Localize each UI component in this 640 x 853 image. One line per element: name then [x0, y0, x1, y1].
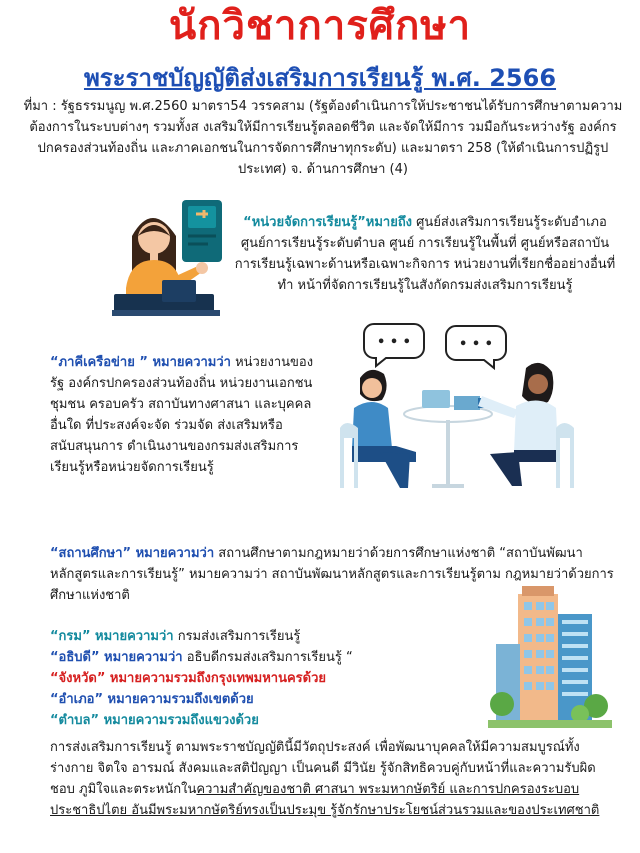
network-definition [50, 352, 326, 478]
network-term: “ภาคีเครือข่าย ” หมายความว่า [50, 355, 231, 370]
definition-text: กรมส่งเสริมการเรียนรู้ [173, 629, 301, 644]
definition-department [50, 626, 470, 647]
definition-term: “อธิบดี” หมายความว่า [50, 650, 183, 665]
definition-text: อธิบดีกรมส่งเสริมการเรียนรู้ “ [182, 650, 353, 665]
objective-underlined-text: ความสำคัญของชาติ ศาสนา พระมหากษัตริย์ และการปกครองระบอบประชาธิปไตย อันมีพระมหากษัตริย์ทรงเป็นประมุข รู้จักรักษาประโยชน์ส่วนรวมและของประเทศชาติ [50, 782, 600, 818]
definitions-list [50, 626, 470, 731]
definition-district [50, 689, 470, 710]
objective-text: การส่งเสริมการเรียนรู้ ตามพระราชบัญญัตินี้มีวัตถุประสงค์ เพื่อพัฒนาบุคคลให้มีความสมบูรณ์ทั้งร่างกาย จิตใจ อารมณ์ สังคมและสติปัญญา เป็นคนดี มีวินัย รู้จักสิทธิควบคู่กับหน้าที่และความรับผิดชอบ ภูมิใจและตระหนักใน [50, 740, 596, 797]
source-paragraph: ที่มา : รัฐธรรมนูญ พ.ศ.2560 มาตรา54 วรรคสาม (รัฐต้องดำเนินการให้ประชาชนได้รับการศึกษาตามความต้องการในระบบต่างๆ รวมทั้งส งเสริมให้มีการเรียนรู้ตลอดชีวิต และจัดให้มีการ วมมือกันระหว่างรัฐ องค์กรปกครองส่วนท้องถิ่น และภาคเอกชนในการจัดการศึกษาทุกระดับ) และมาตรา 258 (ให้ดำเนินการปฏิรูปประเทศ) จ. ด้านการศึกษา (4) [23, 99, 623, 177]
unit-definition [232, 212, 618, 296]
speech-dots-left: • • • [377, 335, 411, 350]
definition-term: “จังหวัด” หมายความรวมถึงกรุงเทพมหานครด้วย [50, 671, 327, 686]
buildings-illustration [488, 584, 612, 730]
definition-province [50, 668, 470, 689]
definition-director-general [50, 647, 470, 668]
objective-paragraph [50, 737, 620, 821]
school-term: “สถานศึกษา” หมายความว่า [50, 546, 215, 561]
unit-text: ศูนย์ส่งเสริมการเรียนรู้ระดับอำเภอ ศูนย์การเรียนรู้ระดับตำบล ศูนย์ การเรียนรู้ในพื้นที่ ศูนย์หรือสถาบันการเรียนรู้เฉพาะด้านหรือเฉพาะกิจการ หน่วยงานที่เรียกชื่ออย่างอื่นที่ทำ หน้าที่จัดการเรียนรู้ในสังกัดกรมส่งเสริมการเรียนรู้ [234, 215, 616, 293]
page-title: นักวิชาการศึกษา [168, 3, 472, 49]
definition-term: “ตำบล” หมายความรวมถึงแขวงด้วย [50, 713, 259, 728]
meeting-illustration [330, 318, 590, 494]
page-subtitle: พระราชบัญญัติส่งเสริมการเรียนรู้ พ.ศ. 2566 [83, 64, 557, 92]
network-text: หน่วยงานของรัฐ องค์กรปกครองส่วนท้องถิ่น หน่วยงานเอกชน ชุมชน ครอบครัว สถาบันทางศาสนา และบุคคลอื่นใด ที่ประสงค์จะจัด ร่วมจัด ส่งเสริมหรือสนับสนุนการ ดำเนินงานของกรมส่งเสริมการเรียนรู้หรือหน่วยจัดการเรียนรู้ [50, 355, 314, 475]
unit-term: “หน่วยจัดการเรียนรู้”หมายถึง [243, 215, 413, 230]
school-text: สถานศึกษาตามกฎหมายว่าด้วยการศึกษาแห่งชาติ “สถาบันพัฒนาหลักสูตรและการเรียนรู้” หมายความว่า สถาบันพัฒนาหลักสูตรและการเรียนรู้ตาม กฎหมายว่าด้วยการศึกษาแห่งชาติ [50, 546, 614, 603]
definition-term: “อำเภอ” หมายความรวมถึงเขตด้วย [50, 692, 254, 707]
definition-term: “กรม” หมายความว่า [50, 629, 174, 644]
speech-dots-right: • • • [459, 337, 493, 352]
woman-at-laptop-illustration [112, 196, 228, 320]
definition-subdistrict [50, 710, 470, 731]
